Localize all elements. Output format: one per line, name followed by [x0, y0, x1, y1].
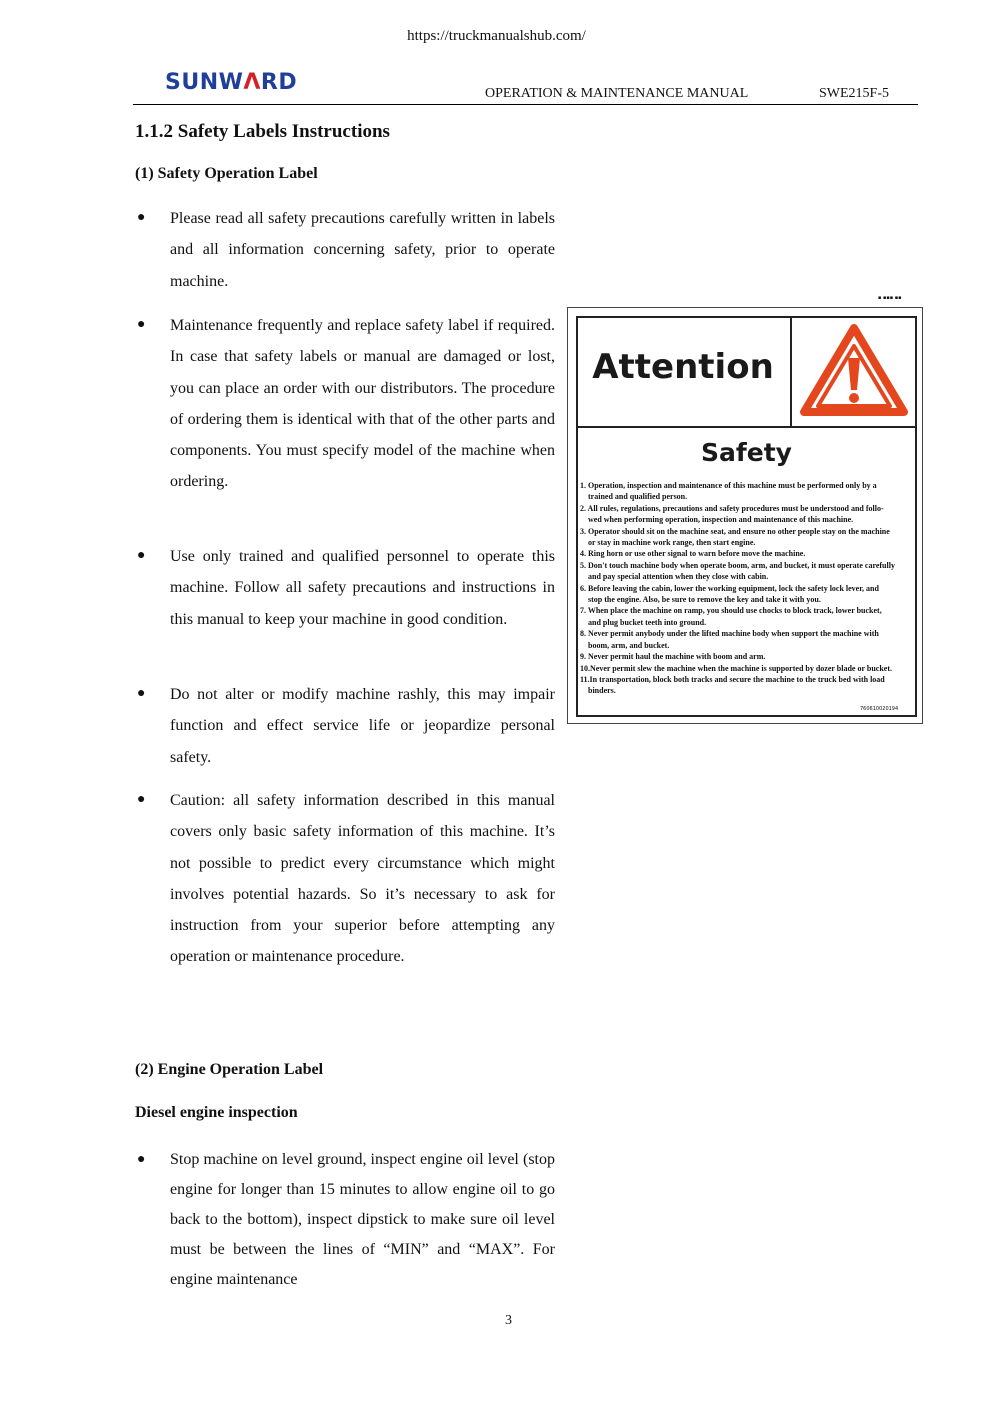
logo-text-1: SUNW [165, 70, 244, 95]
rule-line: binders. [588, 686, 616, 696]
label-part-code: 760610020194 [860, 706, 899, 712]
rule-line: and plug bucket teeth into ground. [588, 617, 707, 627]
model-number: SWE215F-5 [819, 86, 889, 101]
rule-line: 2. All rules, regulations, precautions and safety procedures must be understood and follo- [580, 503, 884, 513]
rule-line: stop the engine. Also, be sure to remove the key and take it with you. [588, 595, 821, 605]
source-url: https://truckmanualshub.com/ [407, 28, 586, 44]
rule-line: wed when performing operation, inspection and maintenance of this machine. [588, 515, 854, 525]
rule-line: and pay special attention when they close with cabin. [588, 572, 769, 582]
rule-line: 6. Before leaving the cabin, lower the working equipment, lock the safety lock lever, and [580, 583, 879, 593]
engine-operation-label-heading: (2) Engine Operation Label [135, 1061, 324, 1078]
paragraph-caution: Caution: all safety information described in this manual covers only basic safety information of this machine. It’s not possible to predict every circumstance which might involves potential hazards. So it’s necessary to ask for instruction from your superior before attempting any operation or maintenance procedure. [170, 792, 555, 966]
rule-line: or stay in machine work range, then start engine. [588, 538, 756, 548]
label-vertical-divider [790, 316, 792, 426]
diesel-engine-inspection-heading: Diesel engine inspection [135, 1104, 298, 1121]
paragraph-maintenance-labels: Maintenance frequently and replace safety label if required. In case that safety labels or manual are damaged or lost, you can place an order with our distributors. The procedure of ordering them is identical with that of the other parts and components. You must specify model of the machine when ordering. [170, 317, 555, 491]
label-horizontal-divider [576, 426, 917, 428]
rule-line: boom, arm, and bucket. [588, 640, 670, 650]
paragraph-oil-level: Stop machine on level ground, inspect engine oil level (stop engine for longer than 15 minutes to allow engine oil to go back to the bottom), inspect dipstick to make sure oil level must be between the lines of “MIN” and “MAX”. For engine maintenance [170, 1151, 555, 1288]
paragraph-read-precautions: Please read all safety precautions carefully written in labels and all information concerning safety, prior to operate machine. [170, 210, 555, 290]
bullet-icon: ● [137, 1152, 146, 1167]
page-number: 3 [505, 1313, 512, 1328]
bullet-icon: ● [137, 792, 146, 807]
logo-text-3: RD [260, 70, 298, 95]
safety-operation-label-heading: (1) Safety Operation Label [135, 165, 318, 182]
header-divider [133, 104, 918, 105]
bullet-icon: ● [137, 210, 146, 225]
paragraph-do-not-modify: Do not alter or modify machine rashly, this may impair function and effect service life or jeopardize personal safety. [170, 686, 555, 766]
rule-line: 4. Ring horn or use other signal to warn before move the machine. [580, 549, 806, 559]
warning-triangle-icon [800, 322, 908, 423]
attention-heading: Attention [592, 347, 774, 387]
rule-line: 1. Operation, inspection and maintenance of this machine must be performed only by a [580, 481, 877, 490]
rule-line: 8. Never permit anybody under the lifted machine body when support the machine with [580, 629, 879, 639]
safety-rules-list [580, 480, 915, 697]
section-title: 1.1.2 Safety Labels Instructions [135, 121, 390, 142]
safety-heading: Safety [701, 438, 792, 467]
bullet-icon: ● [137, 317, 146, 332]
rule-line: 7. When place the machine on ramp, you should use chocks to block track, lower bucket, [580, 606, 882, 616]
bullet-icon: ● [137, 548, 146, 563]
rule-line: 9. Never permit haul the machine with boom and arm. [580, 652, 766, 662]
rule-line: 5. Don't touch machine body when operate boom, arm, and bucket, it must operate carefully [580, 560, 895, 570]
rule-line: trained and qualified person. [588, 492, 688, 502]
logo-text-2: Λ [243, 70, 261, 95]
rule-line: 3. Operator should sit on the machine seat, and ensure no other people stay on the machine [580, 526, 890, 536]
label-tiny-mark: ▪ ▪▪▪ ▪▪ [878, 295, 902, 301]
bullet-icon: ● [137, 686, 146, 701]
manual-title: OPERATION & MAINTENANCE MANUAL [485, 86, 749, 101]
rule-line: 10.Never permit slew the machine when the machine is supported by dozer blade or bucket. [580, 663, 892, 673]
rule-line: 11.In transportation, block both tracks and secure the machine to the truck bed with load [580, 674, 885, 684]
paragraph-qualified-personnel: Use only trained and qualified personnel to operate this machine. Follow all safety precautions and instructions in this manual to keep your machine in good condition. [170, 548, 555, 628]
sunward-logo [165, 70, 297, 95]
